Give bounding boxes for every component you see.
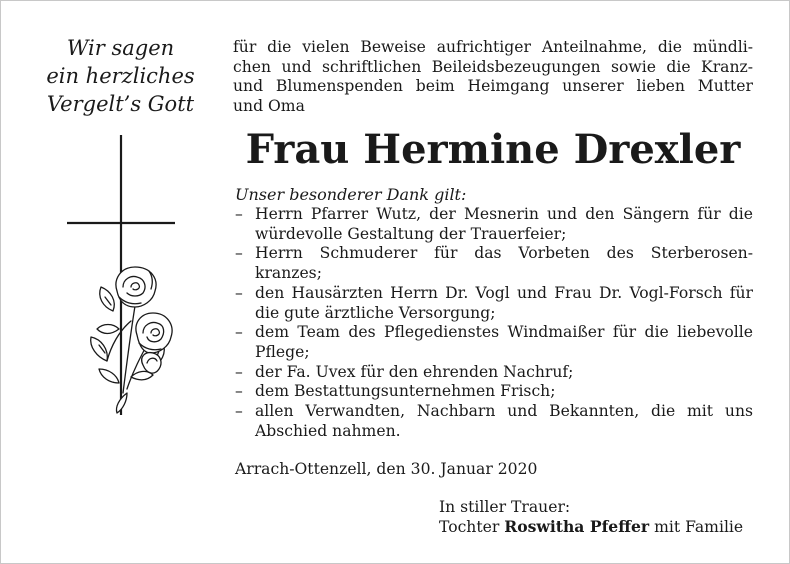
intro-line: und Blumenspenden beim Heimgang unserer lieben Mutter xyxy=(233,77,753,95)
thanks-item xyxy=(233,323,753,362)
left-heading xyxy=(33,34,208,118)
thanks-item-line: Abschied nahmen. xyxy=(255,421,401,440)
left-heading-line: Wir sagen xyxy=(66,36,175,60)
left-heading-line: ein herzliches xyxy=(46,64,195,88)
thanks-title: Unser besonderer Dank gilt: xyxy=(235,185,467,204)
thanks-item xyxy=(233,244,753,283)
thanks-item-line: Pflege; xyxy=(255,342,310,361)
cross-with-roses-illustration xyxy=(61,131,191,421)
mourning-suffix: mit Familie xyxy=(654,518,744,536)
thanks-item xyxy=(233,205,753,244)
thanks-item-line: Herrn Pfarrer Wutz, der Mesnerin und den Sängern für die xyxy=(255,205,753,223)
bullet-dash: – xyxy=(235,244,243,263)
thanks-item xyxy=(233,284,753,323)
thanks-item-line: kranzes; xyxy=(255,264,322,283)
thanks-item xyxy=(233,363,753,383)
mourning-signature xyxy=(439,497,743,537)
bullet-dash: – xyxy=(235,402,243,421)
intro-line: für die vielen Beweise aufrichtiger Anteilnahme, die mündli- xyxy=(233,38,753,56)
intro-line: chen und schriftlichen Beileidsbezeugungen sowie die Kranz- xyxy=(233,57,753,76)
bullet-dash: – xyxy=(235,283,243,302)
thanks-item xyxy=(233,402,753,441)
thanks-item-line: allen Verwandten, Nachbarn und Bekannten, die mit uns xyxy=(255,402,753,421)
mourning-prefix: Tochter xyxy=(439,518,500,536)
thanks-item-line: dem Team des Pflegedienstes Windmaißer für die liebevolle xyxy=(255,323,753,342)
thanks-item xyxy=(233,382,753,402)
thanks-item-line: den Hausärzten Herrn Dr. Vogl und Frau Dr. Vogl-Forsch für xyxy=(255,283,753,302)
deceased-name: Frau Hermine Drexler xyxy=(245,126,741,173)
thanks-item-line: dem Bestattungsunternehmen Frisch; xyxy=(255,382,556,401)
mourning-line: In stiller Trauer: xyxy=(439,498,571,516)
roses-icon xyxy=(91,267,172,413)
bullet-dash: – xyxy=(235,205,243,223)
thanks-item-line: würdevolle Gestaltung der Trauerfeier; xyxy=(255,224,567,243)
thanks-item-line: die gute ärztliche Versorgung; xyxy=(255,303,496,322)
thanks-item-line: Herrn Schmuderer für das Vorbeten des Sterberosen- xyxy=(255,244,753,263)
left-heading-line: Vergelt’s Gott xyxy=(46,92,195,116)
place-date: Arrach-Ottenzell, den 30. Januar 2020 xyxy=(235,460,538,478)
bullet-dash: – xyxy=(235,362,243,381)
intro-line: und Oma xyxy=(233,96,305,115)
bullet-dash: – xyxy=(235,382,243,401)
bullet-dash: – xyxy=(235,323,243,342)
mourning-name: Roswitha Pfeffer xyxy=(504,517,650,536)
thanks-item-line: der Fa. Uvex für den ehrenden Nachruf; xyxy=(255,362,574,381)
thanks-list xyxy=(233,205,753,441)
mourning-family-line xyxy=(439,517,743,537)
intro-text xyxy=(233,38,753,116)
